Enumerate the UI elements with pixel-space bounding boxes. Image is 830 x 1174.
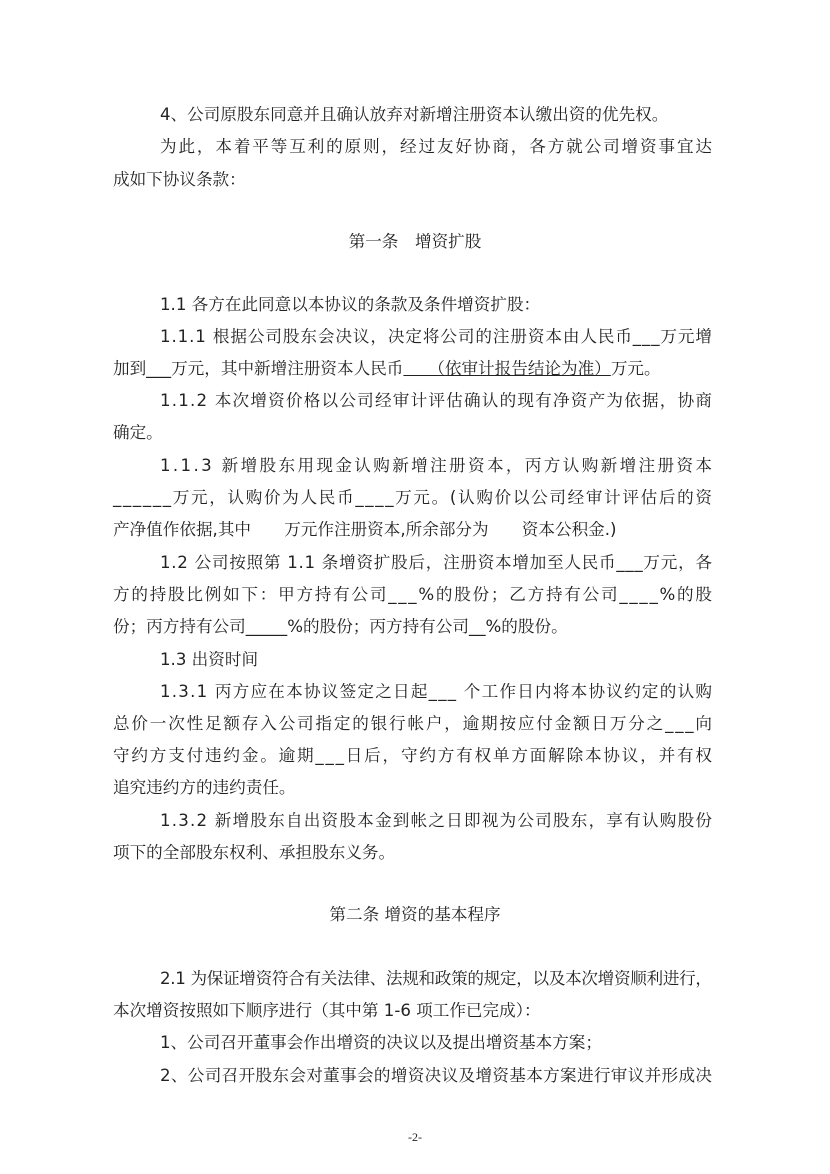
paragraph-line: 守约方支付违约金。逾期___日后，守约方有权单方面解除本协议，并有权 (113, 746, 714, 765)
paragraph-line: 为此，本着平等互利的原则，经过友好协商，各方就公司增资事宜达 (160, 137, 714, 156)
paragraph-line: 4、公司原股东同意并且确认放弃对新增注册资本认缴出资的优先权。 (160, 105, 669, 124)
paragraph-line: 确定。 (113, 423, 163, 442)
paragraph-line: 成如下协议条款： (113, 170, 246, 189)
paragraph-line: 1.3.1 丙方应在本协议签定之日起___ 个工作日内将本协议约定的认购 (160, 682, 714, 701)
paragraph-line: 1.1 各方在此同意以本协议的条款及条件增资扩股： (160, 295, 541, 314)
paragraph-line: 方的持股比例如下：甲方持有公司___%的股份；乙方持有公司____%的股 (113, 585, 714, 604)
section-heading: 第二条 增资的基本程序 (329, 905, 501, 924)
paragraph-line (113, 358, 661, 380)
paragraph-line: 1.3.2 新增股东自出资股本金到帐之日即视为公司股东，享有认购股份 (160, 811, 714, 830)
paragraph-line: ______万元，认购价为人民币____万元。(认购价以公司经审计评估后的资 (113, 488, 714, 507)
paragraph-line: 总价一次性足额存入公司指定的银行帐户，逾期按应付金额日万分之___向 (113, 714, 714, 733)
paragraph-line: 1.2 公司按照第 1.1 条增资扩股后，注册资本增加至人民币___万元，各 (160, 553, 713, 572)
paragraph-line: 份；丙方持有公司_____%的股份；丙方持有公司__%的股份。 (113, 617, 568, 636)
paragraph-line: 1、公司召开董事会作出增资的决议以及提出增资基本方案； (160, 1033, 602, 1052)
text: 万元。 (610, 359, 661, 378)
section-heading: 第一条 增资扩股 (348, 232, 482, 251)
page-number: -2- (408, 1130, 422, 1144)
paragraph-line: 项下的全部股东权利、承担股东义务。 (113, 843, 396, 862)
paragraph-line: 2.1 为保证增资符合有关法律、法规和政策的规定，以及本次增资顺利进行， (160, 969, 712, 988)
text: 加到___万元，其中新增注册资本人民币 (113, 359, 404, 378)
underlined-text: （依审计报告结论为准） (403, 359, 611, 378)
paragraph-line: 产净值作依据,其中 万元作注册资本,所余部分为 资本公积金.) (113, 520, 617, 539)
paragraph-line: 2、公司召开股东会对董事会的增资决议及增资基本方案进行审议并形成决 (160, 1066, 713, 1085)
paragraph-line: 1.1.1 根据公司股东会决议，决定将公司的注册资本由人民币___万元增 (160, 327, 713, 346)
paragraph-line: 1.3 出资时间 (160, 650, 259, 669)
paragraph-line: 追究违约方的违约责任。 (113, 778, 296, 797)
paragraph-line: 本次增资按照如下顺序进行（其中第 1-6 项工作已完成）： (113, 1001, 541, 1020)
paragraph-line: 1.1.3 新增股东用现金认购新增注册资本，丙方认购新增注册资本 (160, 456, 715, 475)
paragraph-line: 1.1.2 本次增资价格以公司经审计评估确认的现有净资产为依据，协商 (160, 391, 714, 410)
